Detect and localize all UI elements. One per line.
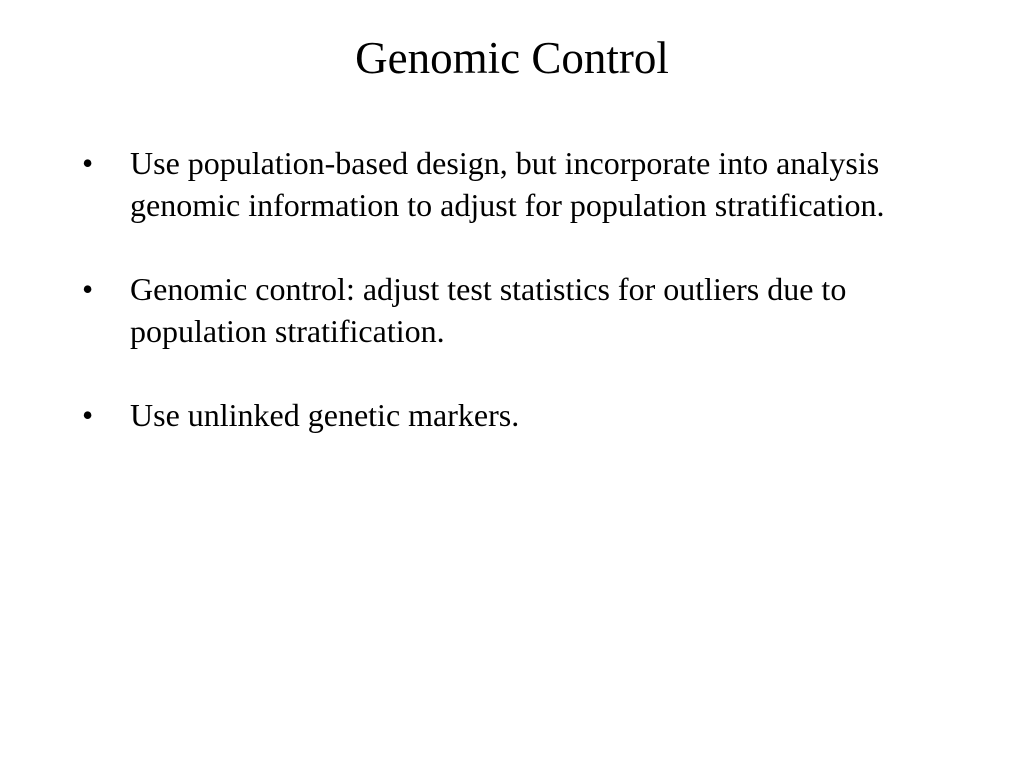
bullet-text: Genomic control: adjust test statistics for outliers due to population stratification.	[130, 271, 847, 349]
bullet-item	[82, 142, 942, 226]
bullet-item	[82, 268, 942, 352]
bullet-item	[82, 394, 942, 436]
bullet-marker: •	[82, 397, 94, 433]
bullet-list	[82, 142, 942, 436]
bullet-text: Use unlinked genetic markers.	[130, 397, 520, 433]
bullet-marker: •	[82, 145, 94, 181]
bullet-text: Use population-based design, but incorporate into analysis genomic information to adjust for population stratification.	[130, 145, 885, 223]
bullet-marker: •	[82, 271, 94, 307]
slide-title: Genomic Control	[355, 33, 669, 83]
